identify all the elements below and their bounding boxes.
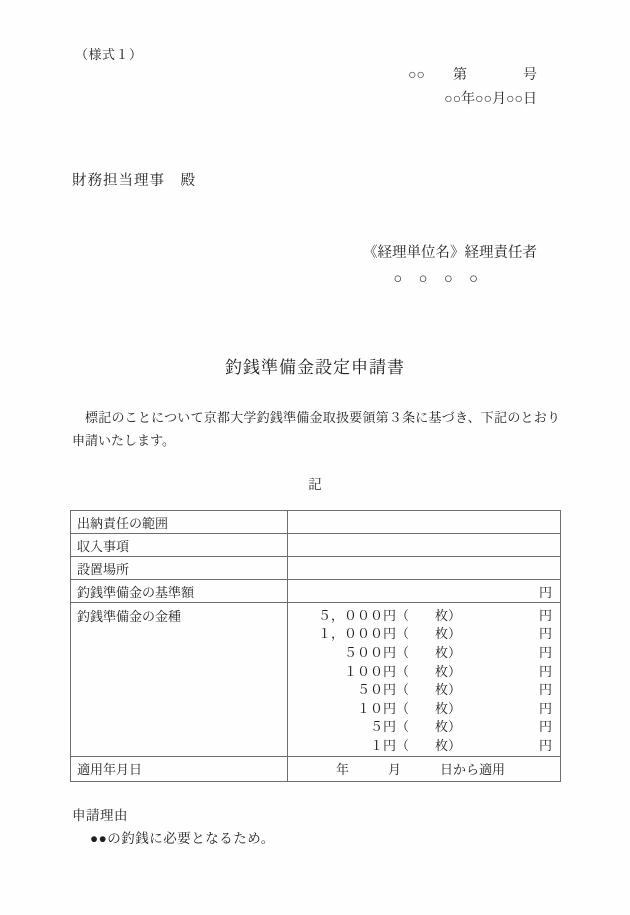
- denomination-unit: 円: [538, 737, 552, 753]
- sender-name-seal-line: ○ ○ ○ ○: [393, 271, 479, 287]
- denomination-unit: 円: [538, 644, 552, 660]
- row-value-installation-place: [288, 557, 561, 580]
- denomination-line: [288, 605, 560, 624]
- row-value-apply-date: 年 月 日から適用: [288, 756, 561, 781]
- denomination-amount: ５００円（ 枚）: [343, 644, 461, 660]
- denomination-line: [288, 642, 560, 661]
- reason-label: 申請理由: [72, 808, 128, 823]
- row-label-income-items: 収入事項: [71, 534, 288, 557]
- table-row-apply-date: [71, 756, 561, 781]
- application-table: [70, 510, 561, 782]
- denomination-amount: １，０００円（ 枚）: [317, 626, 461, 642]
- denomination-unit: 円: [538, 700, 552, 716]
- sender-block: [363, 244, 537, 288]
- table-row: [71, 557, 561, 580]
- row-label-apply-date: 適用年月日: [71, 756, 288, 781]
- record-mark: 記: [308, 477, 322, 492]
- denomination-amount: ５円（ 枚）: [369, 719, 461, 735]
- row-value-income-items: [288, 534, 561, 557]
- document-number-line: ○○ 第 号: [408, 68, 537, 83]
- denomination-unit: 円: [538, 607, 552, 623]
- denomination-line: [288, 679, 560, 698]
- denomination-amount: １０円（ 枚）: [356, 700, 461, 716]
- document-header: [408, 64, 537, 112]
- denomination-line: [288, 661, 560, 680]
- table-row-denominations: [71, 603, 561, 757]
- denomination-amount: １００円（ 枚）: [343, 663, 461, 679]
- denomination-line: [288, 698, 560, 717]
- denomination-unit: 円: [538, 663, 552, 679]
- reason-text: ●●の釣銭に必要となるため。: [90, 831, 275, 846]
- denomination-amount: ５，０００円（ 枚）: [317, 607, 461, 623]
- form-style-label: （様式１）: [75, 47, 143, 62]
- addressee-line: 財務担当理事 殿: [72, 173, 196, 189]
- denomination-amount: １円（ 枚）: [369, 737, 461, 753]
- row-value-scope-of-responsibility: [288, 511, 561, 534]
- table-row: [71, 580, 561, 603]
- body-paragraph: 標記のことについて京都大学釣銭準備金取扱要領第３条に基づき、下記のとおり申請いたします。: [72, 410, 560, 448]
- table-row: [71, 511, 561, 534]
- document-date-line: ○○年○○月○○日: [444, 92, 537, 107]
- denomination-unit: 円: [538, 719, 552, 735]
- denomination-amount: ５０円（ 枚）: [356, 682, 461, 698]
- row-label-base-amount: 釣銭準備金の基準額: [71, 580, 288, 603]
- row-value-base-amount-unit: 円: [288, 580, 561, 603]
- denomination-line: [288, 717, 560, 736]
- denomination-list: [288, 603, 560, 756]
- sender-unit-line: 《経理単位名》経理責任者: [363, 245, 537, 261]
- table-row: [71, 534, 561, 557]
- denomination-line: [288, 735, 560, 754]
- denomination-unit: 円: [538, 626, 552, 642]
- row-label-scope-of-responsibility: 出納責任の範囲: [71, 511, 288, 534]
- row-label-installation-place: 設置場所: [71, 557, 288, 580]
- page-title: 釣銭準備金設定申請書: [225, 358, 405, 377]
- denomination-unit: 円: [538, 682, 552, 698]
- row-label-denominations: 釣銭準備金の金種: [71, 603, 288, 757]
- denomination-line: [288, 624, 560, 643]
- row-value-denominations: [288, 603, 561, 757]
